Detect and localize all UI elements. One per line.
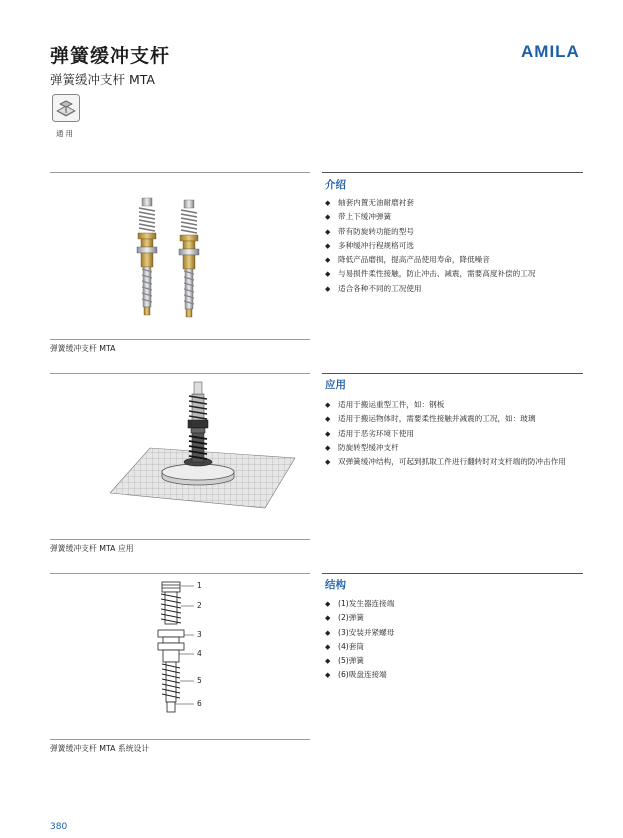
- section-title-structure: 结构: [325, 579, 346, 591]
- caption-structure: 弹簧缓冲支杆 MTA 系统设计: [50, 744, 150, 753]
- structure-list: [325, 597, 394, 683]
- application-image: [110, 380, 300, 510]
- list-item: ◆ 双弹簧缓冲结构，可起到抓取工件进行翻转时对支杆端的防冲击作用: [325, 455, 566, 469]
- divider: [50, 539, 310, 540]
- callout-label: 1: [197, 581, 202, 590]
- section-title-intro: 介绍: [325, 179, 346, 191]
- callout-label: 3: [197, 630, 202, 639]
- general-use-icon: [52, 94, 80, 122]
- list-item: ◆ (5)弹簧: [325, 654, 394, 668]
- callout-label: 6: [197, 699, 202, 708]
- page-subtitle: 弹簧缓冲支杆 MTA: [50, 72, 155, 87]
- list-item: ◆ (3)安装并紧螺母: [325, 626, 394, 640]
- list-item: ◆ (4)套筒: [325, 640, 394, 654]
- divider: [50, 573, 310, 574]
- list-item: ◆ (2)弹簧: [325, 611, 394, 625]
- callout-label: 2: [197, 601, 202, 610]
- list-item: ◆ (1)发生器连接端: [325, 597, 394, 611]
- application-list: [325, 398, 566, 469]
- divider: [322, 172, 583, 173]
- list-item: ◆ 防旋转型缓冲支杆: [325, 441, 566, 455]
- list-item: ◆ (6)吸盘连接端: [325, 668, 394, 682]
- list-item: ◆ 降低产品磨损，提高产品使用寿命，降低噪音: [325, 253, 535, 267]
- page-title: 弹簧缓冲支杆: [50, 45, 171, 67]
- brand-logo: AMILA: [521, 42, 580, 61]
- page-number: 380: [50, 822, 68, 832]
- list-item: ◆ 轴套内置无油耐磨衬套: [325, 196, 535, 210]
- list-item: ◆ 适合各种不同的工况使用: [325, 282, 535, 296]
- product-image-mta: [125, 195, 215, 320]
- intro-list: [325, 196, 535, 296]
- divider: [322, 373, 583, 374]
- list-item: ◆ 带有防旋转功能的型号: [325, 225, 535, 239]
- caption-intro: 弹簧缓冲支杆 MTA: [50, 344, 116, 353]
- callout-label: 4: [197, 649, 202, 658]
- divider: [50, 172, 310, 173]
- divider: [50, 739, 310, 740]
- list-item: ◆ 适用于搬运物体时，需要柔性接触并减震的工况，如：玻璃: [325, 412, 566, 426]
- divider: [322, 573, 583, 574]
- list-item: ◆ 与易损件柔性接触，防止冲击、减震，需要高度补偿的工况: [325, 267, 535, 281]
- section-title-application: 应用: [325, 379, 346, 391]
- list-item: ◆ 多种缓冲行程规格可选: [325, 239, 535, 253]
- divider: [50, 373, 310, 374]
- usage-label: 通用: [56, 129, 75, 138]
- list-item: ◆ 适用于搬运重型工件，如：钢板: [325, 398, 566, 412]
- divider: [50, 339, 310, 340]
- caption-application: 弹簧缓冲支杆 MTA 应用: [50, 544, 134, 553]
- list-item: ◆ 带上下缓冲弹簧: [325, 210, 535, 224]
- callout-label: 5: [197, 676, 202, 685]
- list-item: ◆ 适用于恶劣环境下使用: [325, 427, 566, 441]
